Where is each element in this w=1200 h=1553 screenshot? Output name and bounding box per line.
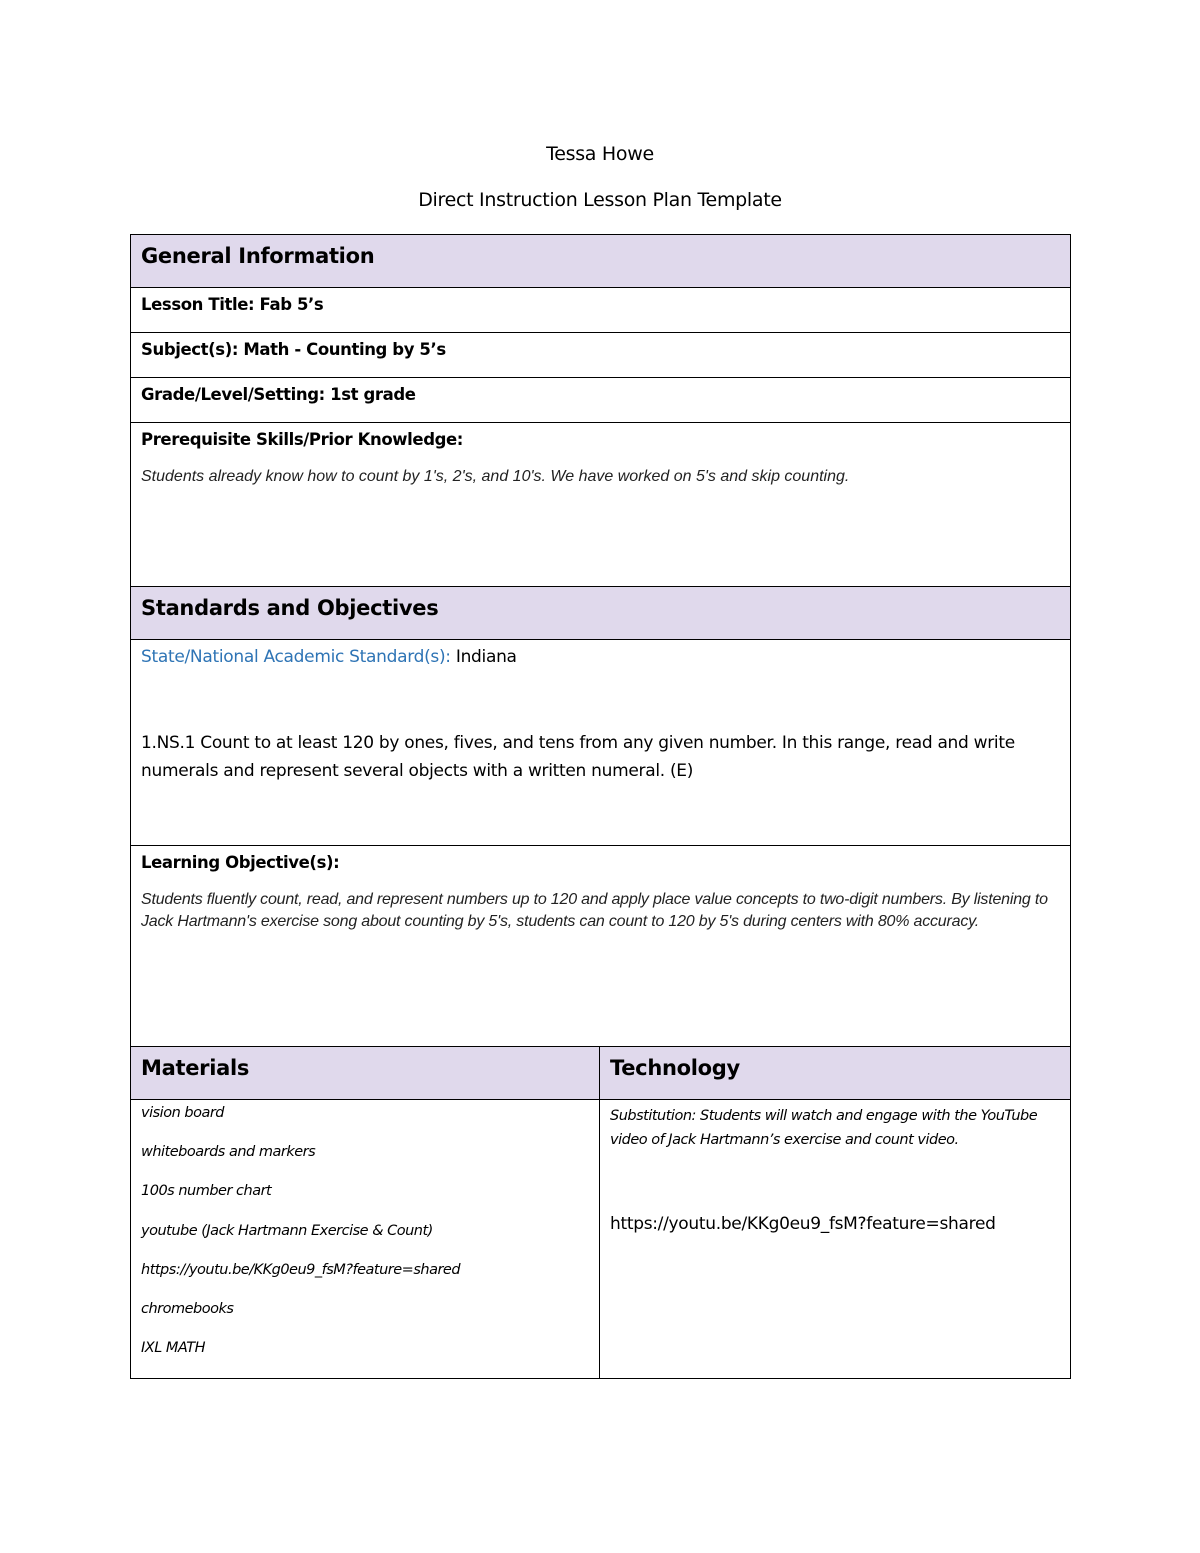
list-item: youtube (Jack Hartmann Exercise & Count) <box>141 1222 433 1239</box>
subjects-field: Subject(s): Math - Counting by 5’s <box>131 333 1071 378</box>
materials-list <box>131 1100 600 1379</box>
standards-objectives-heading: Standards and Objectives <box>131 587 1071 640</box>
standard-label: State/National Academic Standard(s): <box>141 647 451 667</box>
general-information-heading: General Information <box>131 235 1071 288</box>
list-item: chromebooks <box>141 1300 234 1317</box>
technology-video-link[interactable]: https://youtu.be/KKg0eu9_fsM?feature=shared <box>610 1214 996 1234</box>
grade-level-field: Grade/Level/Setting: 1st grade <box>131 378 1071 423</box>
list-item: 100s number chart <box>141 1183 272 1200</box>
objective-text: Students fluently count, read, and represent numbers up to 120 and apply place value concepts to two-digit numbers. By listening to Jack Hartmann's exercise song about counting by 5's, students can count to 120 by 5's during centers with 80% accuracy. <box>141 891 1048 930</box>
list-item: https://youtu.be/KKg0eu9_fsM?feature=shared <box>141 1261 461 1278</box>
standard-text: 1.NS.1 Count to at least 120 by ones, fives, and tens from any given number. In this range, read and write numerals and represent several objects with a written numeral. (E) <box>141 733 1015 781</box>
list-item: whiteboards and markers <box>141 1144 316 1161</box>
prerequisite-text: Students already know how to count by 1's, 2's, and 10's. We have worked on 5's and skip counting. <box>141 468 850 485</box>
materials-heading: Materials <box>131 1047 600 1100</box>
standard-label-line <box>141 647 1060 667</box>
document-title: Direct Instruction Lesson Plan Template <box>418 189 782 211</box>
lesson-title-field: Lesson Title: Fab 5’s <box>131 288 1071 333</box>
objective-cell <box>131 846 1071 1047</box>
list-item: IXL MATH <box>141 1340 206 1357</box>
technology-substitution: Substitution: Students will watch and engage with the YouTube video of Jack Hartmann’s exercise and count video. <box>610 1108 1038 1148</box>
standard-state: Indiana <box>450 647 517 667</box>
lesson-plan-table <box>130 234 1071 1379</box>
author-name: Tessa Howe <box>546 143 654 165</box>
objective-label: Learning Objective(s): <box>141 853 340 872</box>
list-item: vision board <box>141 1105 224 1121</box>
standards-cell <box>131 640 1071 846</box>
prerequisite-label: Prerequisite Skills/Prior Knowledge: <box>141 430 464 449</box>
prerequisite-cell <box>131 423 1071 587</box>
technology-heading: Technology <box>600 1047 1071 1100</box>
technology-cell <box>600 1100 1071 1379</box>
